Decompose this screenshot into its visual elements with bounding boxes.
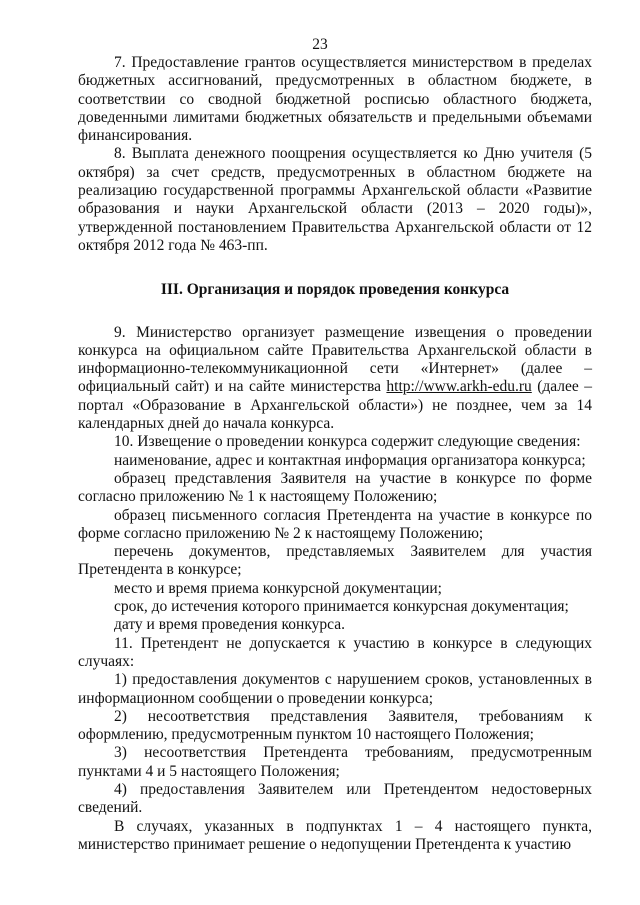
portal-link[interactable]: http://www.arkh-edu.ru — [386, 378, 532, 396]
paragraph-organizer-info: наименование, адрес и контактная информация организатора конкурса; — [114, 451, 586, 469]
paragraph-subitem-1: 1) предоставления документов с нарушением сроков, установленных в информационном сообщении о проведении конкурса; — [78, 671, 592, 707]
paragraph-item-7: 7. Предоставление грантов осуществляется министерством в пределах бюджетных ассигнований, предусмотренных в областном бюджете, в соответствии со сводной бюджетной росписью областного бюджета, доведенными лимитами бюджетных обязательств и предельными объемами финансирования. — [78, 54, 592, 145]
paragraph-item-9 — [78, 324, 592, 434]
paragraph-item-8: 8. Выплата денежного поощрения осуществляется ко Дню учителя (5 октября) за счет средств, предусмотренных в областном бюджете на реализацию государственной программы Архангельской области «Развитие образования и науки Архангельской области (2013 – 2020 годы)», утвержденной постановлением Правительства Архангельской области от 12 октября 2012 года № 463-пп. — [78, 145, 592, 254]
paragraph-subitem-2: 2) несоответствия представления Заявителя, требованиям к оформлению, предусмотренным пунктом 10 настоящего Положения; — [78, 707, 592, 744]
paragraph-contest-date: дату и время проведения конкурса. — [114, 616, 345, 634]
paragraph-place-time: место и время приема конкурсной документации; — [114, 579, 442, 597]
paragraph-deadline: срок, до истечения которого принимается конкурсная документация; — [114, 598, 569, 616]
item9-text-before-link: 9. Министерство организует размещение извещения о проведении конкурса на официальном сайте Правительства Архангельской области в информационно-телекоммуникационной сети «Интернет» (далее – официальный сайт) и на сайте министерства — [78, 323, 592, 396]
paragraph-subitem-4: 4) предоставления Заявителем или Претендентом недостоверных сведений. — [78, 780, 592, 817]
paragraph-application-form: образец представления Заявителя на участие в конкурсе по форме согласно приложению № 1 к настоящему Положению; — [78, 469, 592, 506]
paragraph-document-list: перечень документов, представляемых Заявителем для участия Претендента в конкурсе; — [78, 543, 592, 579]
paragraph-subitem-3: 3) несоответствия Претендента требованиям, предусмотренным пунктами 4 и 5 настоящего Положения; — [78, 744, 592, 780]
document-body — [78, 54, 592, 854]
page-number: 23 — [312, 36, 328, 53]
item9-text-after-link: (далее – портал «Образование в Архангельской области») не позднее, чем за 14 календарных дней до начала конкурса. — [78, 378, 593, 433]
section-heading: III. Организация и порядок проведения конкурса — [160, 281, 510, 299]
paragraph-consent-form: образец письменного согласия Претендента на участие в конкурсе по форме согласно приложению № 2 к настоящему Положению; — [78, 506, 592, 542]
paragraph-item-10: 10. Извещение о проведении конкурса содержит следующие сведения: — [114, 433, 581, 451]
paragraph-cases-conclusion: В случаях, указанных в подпунктах 1 – 4 настоящего пункта, министерство принимает решение о недопущении Претендента к участию — [78, 817, 592, 853]
paragraph-item-11: 11. Претендент не допускается к участию в конкурсе в следующих случаях: — [78, 634, 592, 670]
